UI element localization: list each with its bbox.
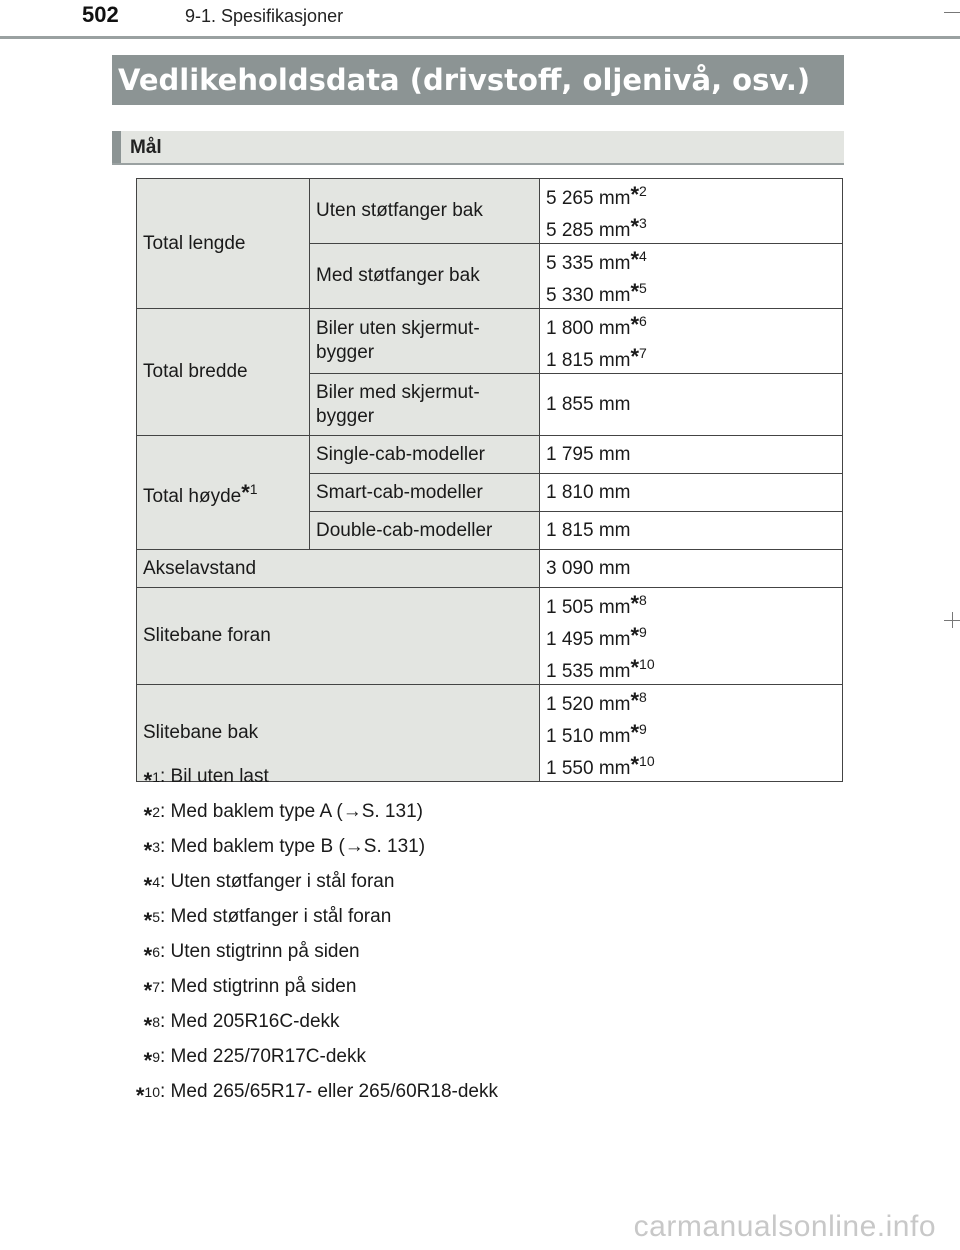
footnote-text: : Med 225/70R17C-dekk xyxy=(160,1046,366,1067)
footnote-text: : Med baklem type B (→S. 131) xyxy=(160,836,426,857)
dimensions-table xyxy=(136,178,843,782)
footnote-text: : Med 265/65R17- eller 265/60R18-dekk xyxy=(160,1081,498,1102)
footnote-mark: *$^8$ xyxy=(143,1013,160,1038)
cell-total-hoyde xyxy=(137,436,310,550)
footnote-ref: 1 xyxy=(249,480,258,497)
value-text: 5 285 mm xyxy=(546,220,631,241)
footnote-text: : Bil uten last xyxy=(160,766,269,787)
footnote-star: * xyxy=(630,655,640,680)
table-row xyxy=(137,309,843,374)
footnote-star: * xyxy=(241,479,250,505)
footnote-star: * xyxy=(630,344,640,369)
cell-value xyxy=(540,179,843,244)
crop-mark xyxy=(944,12,960,13)
cell-akselavstand: Akselavstand xyxy=(137,550,540,588)
value-text: 1 520 mm xyxy=(546,694,631,715)
footnote-star: * xyxy=(630,720,640,745)
page-number: 502 xyxy=(82,2,119,27)
section-label: 9-1. Spesifikasjoner xyxy=(185,6,344,26)
footnote-star: * xyxy=(630,688,640,713)
footnote-star: * xyxy=(630,752,640,777)
value-text: 5 335 mm xyxy=(546,253,631,274)
cell-med-stotfanger: Med støtfanger bak xyxy=(310,244,540,309)
footnote-item xyxy=(120,937,840,972)
footnote-item xyxy=(120,902,840,937)
value-text: 5 330 mm xyxy=(546,285,631,306)
header-rule xyxy=(0,36,960,39)
cell-double-cab: Double-cab-modeller xyxy=(310,512,540,550)
value-text: 1 505 mm xyxy=(546,597,631,618)
cell-smart-cab: Smart-cab-modeller xyxy=(310,474,540,512)
footnote-item xyxy=(120,972,840,1007)
footnote-star: * xyxy=(630,279,640,304)
footnote-ref: 3 xyxy=(639,215,647,231)
label-text: Total høyde xyxy=(143,485,242,507)
footnote-star: * xyxy=(630,591,640,616)
footnote-item xyxy=(120,832,840,867)
footnote-text: : Uten støtfanger i stål foran xyxy=(160,871,395,892)
footnote-ref: 8 xyxy=(639,689,647,705)
footnote-mark: *$^6$ xyxy=(143,943,160,968)
footnote-text: : Uten stigtrinn på siden xyxy=(160,941,360,962)
value-text: 5 265 mm xyxy=(546,188,631,209)
value-text: 1 510 mm xyxy=(546,726,631,747)
subheading xyxy=(112,131,844,165)
footnote-item xyxy=(120,762,840,797)
footnote-item xyxy=(120,1077,840,1112)
footnotes xyxy=(120,762,840,1112)
cell-value xyxy=(540,309,843,374)
cell-uten-skjermutbygger: Biler uten skjermut- bygger xyxy=(310,309,540,374)
footnote-mark: *$^5$ xyxy=(143,908,160,933)
table-row xyxy=(137,588,843,685)
footnote-item xyxy=(120,1007,840,1042)
footnote-text: : Med stigtrinn på siden xyxy=(160,976,357,997)
cell-total-lengde: Total lengde xyxy=(137,179,310,309)
value-text: 1 800 mm xyxy=(546,318,631,339)
footnote-item xyxy=(120,1042,840,1077)
footnote-item xyxy=(120,797,840,832)
footnote-ref: 9 xyxy=(639,721,647,737)
page-title: Vedlikeholdsdata (drivstoff, oljenivå, osv.) xyxy=(112,55,844,105)
footnote-star: * xyxy=(630,182,640,207)
footnote-star: * xyxy=(630,312,640,337)
subheading-bar xyxy=(112,131,121,163)
footnote-item xyxy=(120,867,840,902)
footnote-star: * xyxy=(630,214,640,239)
value-text: 1 550 mm xyxy=(546,758,631,779)
footnote-ref: 10 xyxy=(639,753,655,769)
cell-uten-stotfanger: Uten støtfanger bak xyxy=(310,179,540,244)
footnote-text: : Med støtfanger i stål foran xyxy=(160,906,392,927)
watermark: carmanualsonline.info xyxy=(633,1210,936,1243)
footnote-mark: *$^1$ xyxy=(143,768,160,793)
cell-single-cab: Single-cab-modeller xyxy=(310,436,540,474)
cell-med-skjermutbygger: Biler med skjermut- bygger xyxy=(310,374,540,436)
cell-slitebane-foran: Slitebane foran xyxy=(137,588,540,685)
footnote-ref: 8 xyxy=(639,592,647,608)
footnote-star: * xyxy=(630,623,640,648)
cell-value: 1 795 mm xyxy=(540,436,843,474)
table-row xyxy=(137,179,843,244)
footnote-ref: 10 xyxy=(639,656,655,672)
cell-value: 3 090 mm xyxy=(540,550,843,588)
crop-mark xyxy=(952,612,953,628)
table-row xyxy=(137,436,843,474)
cell-value: 1 815 mm xyxy=(540,512,843,550)
footnote-mark: *$^{10}$ xyxy=(135,1083,160,1108)
value-text: 1 535 mm xyxy=(546,661,631,682)
footnote-mark: *$^7$ xyxy=(143,978,160,1003)
footnote-mark: *$^2$ xyxy=(143,803,160,828)
cell-value xyxy=(540,588,843,685)
value-text: 1 495 mm xyxy=(546,629,631,650)
footnote-ref: 9 xyxy=(639,624,647,640)
footnote-text: : Med baklem type A (→S. 131) xyxy=(160,801,423,822)
cell-total-bredde: Total bredde xyxy=(137,309,310,436)
footnote-text: : Med 205R16C-dekk xyxy=(160,1011,340,1032)
footnote-ref: 4 xyxy=(639,248,647,264)
footnote-mark: *$^3$ xyxy=(143,838,160,863)
footnote-mark: *$^4$ xyxy=(143,873,160,898)
value-text: 1 815 mm xyxy=(546,350,631,371)
subheading-text: Mål xyxy=(130,137,162,158)
table-row xyxy=(137,550,843,588)
cell-value xyxy=(540,244,843,309)
footnote-mark: *$^9$ xyxy=(143,1048,160,1073)
footnote-ref: 7 xyxy=(639,345,647,361)
footnote-star: * xyxy=(630,247,640,272)
footnote-ref: 2 xyxy=(639,183,647,199)
cell-slitebane-bak: Slitebane bak xyxy=(137,685,540,782)
footnote-ref: 5 xyxy=(639,280,647,296)
cell-value: 1 855 mm xyxy=(540,374,843,436)
footnote-ref: 6 xyxy=(639,313,647,329)
cell-value: 1 810 mm xyxy=(540,474,843,512)
